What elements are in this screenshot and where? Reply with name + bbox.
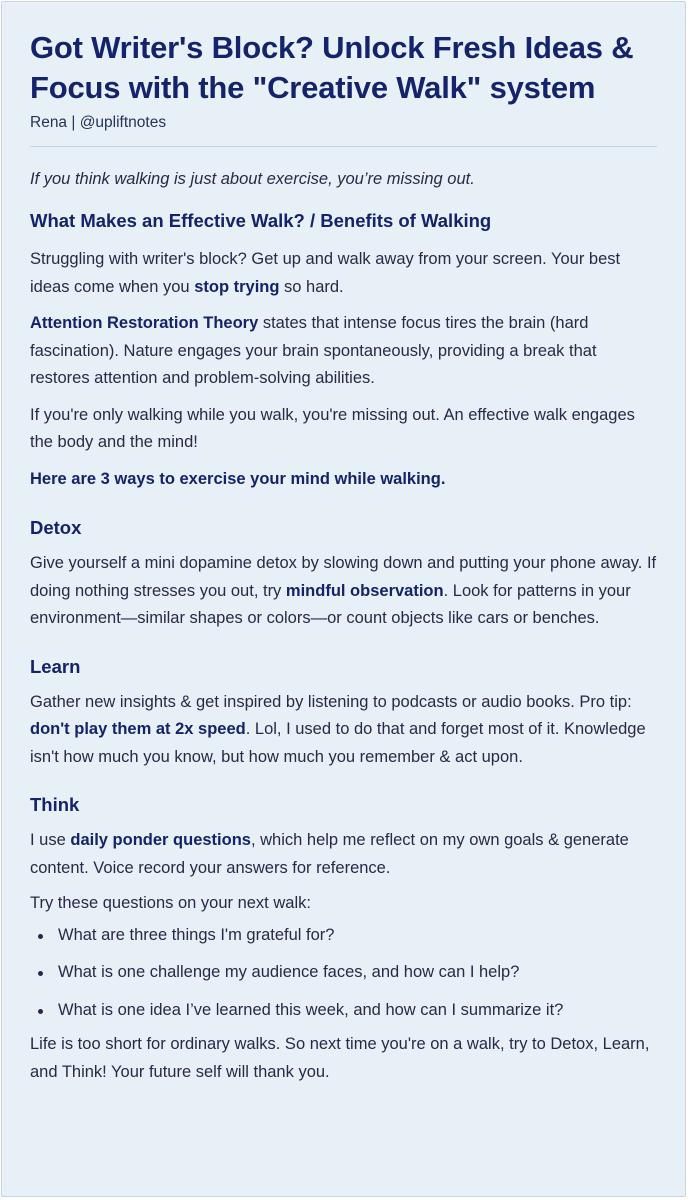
paragraph-try-questions: Try these questions on your next walk: [30, 894, 311, 912]
emphasis: mindful observation [285, 581, 444, 600]
section-heading-benefits: What Makes an Effective Walk? / Benefits of Walking [30, 210, 492, 231]
paragraph-detox [30, 550, 657, 633]
article-card [1, 1, 686, 1197]
text: Gather new insights & get inspired by listening to podcasts or audio books. Pro tip: [30, 692, 632, 711]
text: . Look for patterns in your environment—similar shapes or colors—or count objects like cars or benches. [30, 581, 631, 627]
article-title: Got Writer's Block? Unlock Fresh Ideas & Focus with the "Creative Walk" system [30, 30, 634, 105]
paragraph-learn [30, 689, 657, 772]
divider [30, 146, 657, 147]
list-item: What are three things I'm grateful for? [58, 922, 657, 950]
paragraph-closing: Life is too short for ordinary walks. So next time you're on a walk, try to Detox, Learn, and Think! Your future self will thank you. [30, 1035, 650, 1081]
emphasis: don't play them at 2x speed [30, 720, 246, 738]
question-list [30, 922, 657, 1025]
section-heading-think: Think [30, 794, 80, 815]
section-heading-detox: Detox [30, 517, 82, 538]
paragraph-attention-restoration [30, 310, 657, 393]
emphasis: Attention Restoration Theory [30, 314, 259, 332]
text: Give yourself a mini dopamine detox by slowing down and putting your phone away. If doing nothing stresses you out, try [30, 554, 657, 600]
text: Struggling with writer's block? Get up and walk away from your screen. Your best ideas come when you [30, 250, 621, 296]
emphasis: stop trying [194, 277, 280, 296]
text: I use [30, 831, 71, 849]
text: , which help me reflect on my own goals & generate content. Voice record your answers for reference. [30, 831, 629, 877]
emphasis: Here are 3 ways to exercise your mind while walking. [30, 469, 446, 488]
intro-text: If you think walking is just about exercise, you’re missing out. [30, 170, 475, 188]
list-item: What is one challenge my audience faces, and how can I help? [58, 959, 657, 987]
section-heading-learn: Learn [30, 655, 81, 677]
paragraph-three-ways [30, 466, 657, 494]
paragraph-writers-block [30, 246, 657, 301]
text: . Lol, I used to do that and forget most of it. Knowledge isn't how much you know, but how much you remember & act upon. [30, 720, 646, 766]
text: so hard. [279, 277, 344, 296]
list-item: What is one idea I’ve learned this week, and how can I summarize it? [58, 997, 657, 1025]
paragraph-effective-walk: If you're only walking while you walk, you're missing out. An effective walk engages the body and the mind! [30, 405, 635, 451]
author-byline: Rena | @upliftnotes [30, 114, 167, 131]
paragraph-think [30, 827, 657, 882]
emphasis: daily ponder questions [70, 831, 251, 849]
text: states that intense focus tires the brain (hard fascination). Nature engages your brain spontaneously, providing a break that restores attention and problem-solving abilities. [30, 314, 597, 387]
